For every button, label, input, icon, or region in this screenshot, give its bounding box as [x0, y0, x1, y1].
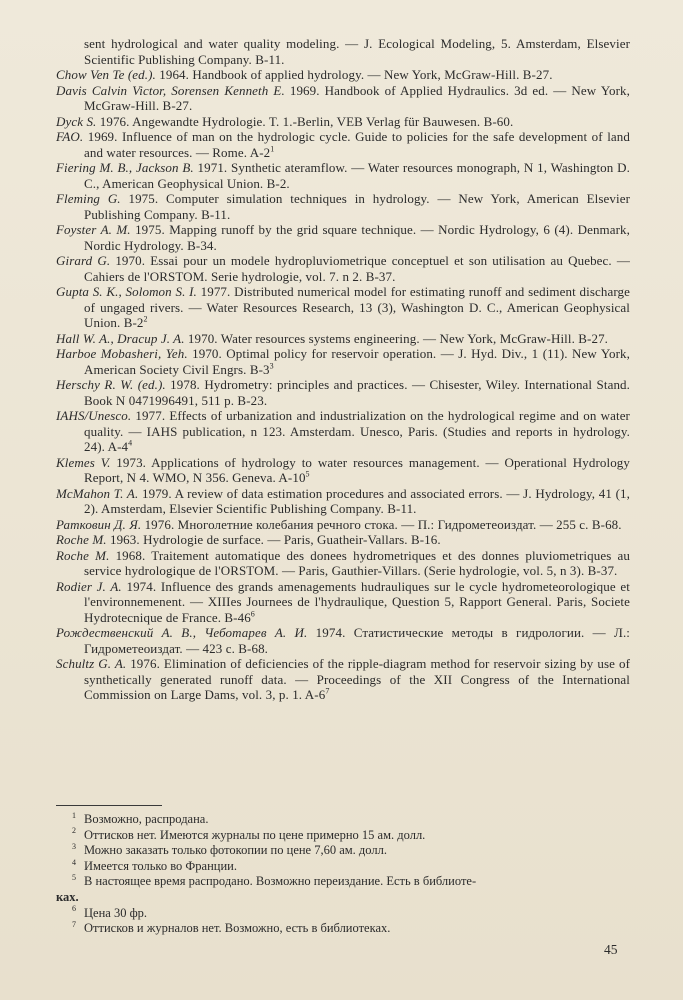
reference-author: Chow Ven Te (ed.).	[56, 67, 156, 82]
reference-author: FAO.	[56, 129, 84, 144]
reference-entry	[56, 548, 630, 579]
footnote-marker: 7	[325, 686, 330, 696]
footnote-text: Оттисков нет. Имеются журналы по цене примерно 15 ам. долл.	[84, 827, 426, 842]
reference-text: 1970. Water resources systems engineering. — New York, McGraw-Hill. B-27.	[184, 330, 609, 346]
footnote-continuation: ках.	[56, 889, 79, 904]
reference-author: Herschy R. W. (ed.).	[56, 377, 166, 392]
footnote-marker: 3	[269, 361, 274, 371]
footnote-text: Можно заказать только фотокопии по цене 7,60 ам. долл.	[84, 843, 387, 858]
reference-entry	[56, 517, 630, 533]
reference-author: Dyck S.	[56, 113, 97, 129]
reference-text: 1974. Статистические методы в гидрологии. — Л.: Гидрометеоиздат. — 423 с. В-68.	[84, 625, 630, 656]
reference-entry	[56, 253, 630, 284]
reference-author: Fiering M. B., Jackson B.	[56, 160, 194, 175]
footnote-marker: 1	[270, 144, 275, 154]
reference-author: Roche M.	[56, 547, 110, 563]
reference-text: 1970. Essai pour un modele hydropluviometrique conceptuel et son utilisation au Quebec. — Cahiers de l'ORSTOM. Serie hydrologie, vol. 7. n 2. B-37.	[84, 253, 630, 284]
reference-entry	[56, 455, 630, 486]
reference-entry	[56, 36, 630, 67]
footnote-text: Имеется только во Франции.	[84, 858, 237, 873]
reference-text: 1964. Handbook of applied hydrology. — New York, McGraw-Hill. B-27.	[155, 67, 553, 82]
footnote-marker: 6	[250, 609, 255, 619]
footnote: 5 В настоящее время распродано. Возможно переиздание. Есть в библиоте- ках.	[56, 874, 630, 905]
footnote: 3 Можно заказать только фотокопии по цене 7,60 ам. долл.	[72, 842, 387, 858]
reference-author: Fleming G.	[56, 191, 121, 206]
reference-list	[56, 36, 630, 703]
reference-text: 1979. A review of data estimation procedures and associated errors. — J. Hydrology, 41 (1, 2). Amsterdam, Elsevier Scientific Publishing Company. B-11.	[84, 485, 630, 516]
reference-text: 1978. Hydrometry: principles and practices. — Chisester, Wiley. International Stand. Book N 0471996491, 511 p. B-23.	[84, 377, 630, 408]
reference-author: Hall W. A., Dracup J. A.	[56, 330, 185, 346]
reference-text: 1976. Angewandte Hydrologie. T. 1.-Berlin, VEB Verlag für Bauwesen. B-60.	[96, 113, 514, 129]
reference-entry	[56, 191, 630, 222]
reference-author: Gupta S. K., Solomon S. I.	[56, 284, 197, 299]
reference-author: Roche M.	[56, 532, 107, 547]
reference-entry	[56, 486, 630, 517]
reference-entry	[56, 83, 630, 114]
reference-text: 1976. Многолетние колебания речного стока. — П.: Гидрометеоиздат. — 255 с. В-68.	[141, 516, 622, 532]
reference-text: 1969. Influence of man on the hydrologic cycle. Guide to policies for the safe development of land and water resources. — Rome. A-2	[83, 129, 630, 160]
footnote: 2 Оттисков нет. Имеются журналы по цене примерно 15 ам. долл.	[72, 826, 426, 842]
footnote-text: Оттисков и журналов нет. Возможно, есть в библиотеках.	[84, 921, 391, 936]
footnote-marker: 4	[128, 438, 133, 448]
reference-author: Schultz G. A.	[56, 656, 127, 671]
reference-entry	[56, 331, 630, 347]
reference-entry	[56, 532, 630, 548]
reference-text: 1974. Influence des grands amenagements hudrauliques sur le cycle hydrometeorologique et l'environnemenent. — XIIIes Journees de l'hydraulique, Question 5, Rapport General. Paris, Societe Hydrotecnique de France. B-46	[84, 578, 630, 625]
footnote: 1 Возможно, распродана.	[72, 810, 209, 826]
reference-text: 1977. Distributed numerical model for estimating runoff and sediment discharge of ungaged rivers. — Water Resources Research, 13 (3), Washington D. C., American Geophysical Union. B-2	[84, 284, 630, 330]
reference-text: 1963. Hydrologie de surface. — Paris, Guatheir-Vallars. B-16.	[106, 532, 441, 547]
reference-text: 1970. Optimal policy for reservoir operation. — J. Hyd. Div., 1 (11). New York, American Society Civil Engrs. B-3	[84, 346, 630, 377]
reference-text: 1973. Applications of hydrology to water resources management. — Operational Hydrology Report, N 4. WMO, N 356. Geneva. A-10	[84, 454, 630, 485]
reference-text: 1968. Traitement automatique des donees hydrometriques et des donnes pluviometriques au service hydrologique de l'ORSTOM. — Paris, Gauthier-Villars. (Serie hydrologie, vol. 5, n 3). B-37.	[84, 547, 630, 578]
reference-text: 1976. Elimination of deficiencies of the ripple-diagram method for reservoir sizing by use of synthetically generated runoff data. — Proceedings of the XII Congress of the International Commission on Large Dams, vol. 3, p. 1. A-6	[84, 656, 631, 702]
reference-entry	[56, 67, 630, 83]
reference-author: Rodier J. A.	[56, 578, 122, 594]
reference-entry	[56, 377, 630, 408]
footnote-text: Цена 30 фр.	[84, 905, 148, 920]
reference-entry	[56, 408, 630, 455]
reference-author: McMahon T. A.	[56, 485, 139, 501]
reference-author: Foyster A. M.	[56, 222, 131, 237]
reference-author: Ратковин Д. Я.	[56, 516, 142, 532]
reference-author: Рождественский А. В., Чеботарев А. И.	[56, 625, 308, 640]
reference-author: Davis Calvin Victor, Sorensen Kenneth E.	[56, 82, 285, 98]
reference-entry	[56, 656, 630, 703]
footnote: 4 Имеется только во Франции.	[72, 857, 237, 873]
footnote-text: Возможно, распродана.	[84, 812, 209, 826]
footnote-text: В настоящее время распродано. Возможно переиздание. Есть в библиоте-	[84, 874, 477, 889]
reference-author: Girard G.	[56, 253, 111, 268]
footnote: 6 Цена 30 фр.	[72, 904, 148, 920]
reference-entry	[56, 579, 630, 626]
reference-author: IAHS/Unesco.	[56, 408, 132, 423]
footnote-marker: 5	[305, 469, 310, 479]
reference-entry	[56, 346, 630, 377]
footnote-marker: 2	[143, 314, 148, 324]
reference-author: Harboe Mobasheri, Yeh.	[56, 346, 188, 361]
reference-entry	[56, 284, 630, 331]
reference-entry	[56, 129, 630, 160]
reference-entry	[56, 114, 630, 130]
reference-text: 1969. Handbook of Applied Hydraulics. 3d ed. — New York, McGraw-Hill. B-27.	[84, 82, 630, 113]
footnote-divider	[56, 805, 162, 806]
reference-author: Klemes V.	[56, 454, 111, 470]
reference-entry	[56, 625, 630, 656]
footnote: 7 Оттисков и журналов нет. Возможно, есть в библиотеках.	[72, 920, 391, 936]
reference-entry	[56, 222, 630, 253]
reference-text: sent hydrological and water quality modeling. — J. Ecological Modeling, 5. Amsterdam, Elsevier Scientific Publishing Company. B-11.	[84, 36, 630, 67]
reference-text: 1975. Computer simulation techniques in hydrology. — New York, American Elsevier Publishing Company. B-11.	[84, 191, 631, 222]
reference-text: 1975. Mapping runoff by the grid square technique. — Nordic Hydrology, 6 (4). Denmark, Nordic Hydrology. B-34.	[84, 222, 631, 253]
reference-text: 1971. Synthetic ateramflow. — Water resources monograph, N 1, Washington D. C., American Geophysical Union. B-2.	[84, 160, 630, 191]
reference-entry	[56, 160, 630, 191]
reference-text: 1977. Effects of urbanization and industrialization on the hydrological regime and on water quality. — IAHS publication, n 123. Amsterdam. Unesco, Paris. (Studies and reports in hydrology. 24). A-4	[84, 408, 630, 454]
footnote-list	[56, 812, 630, 937]
page-number: 45	[604, 942, 618, 957]
